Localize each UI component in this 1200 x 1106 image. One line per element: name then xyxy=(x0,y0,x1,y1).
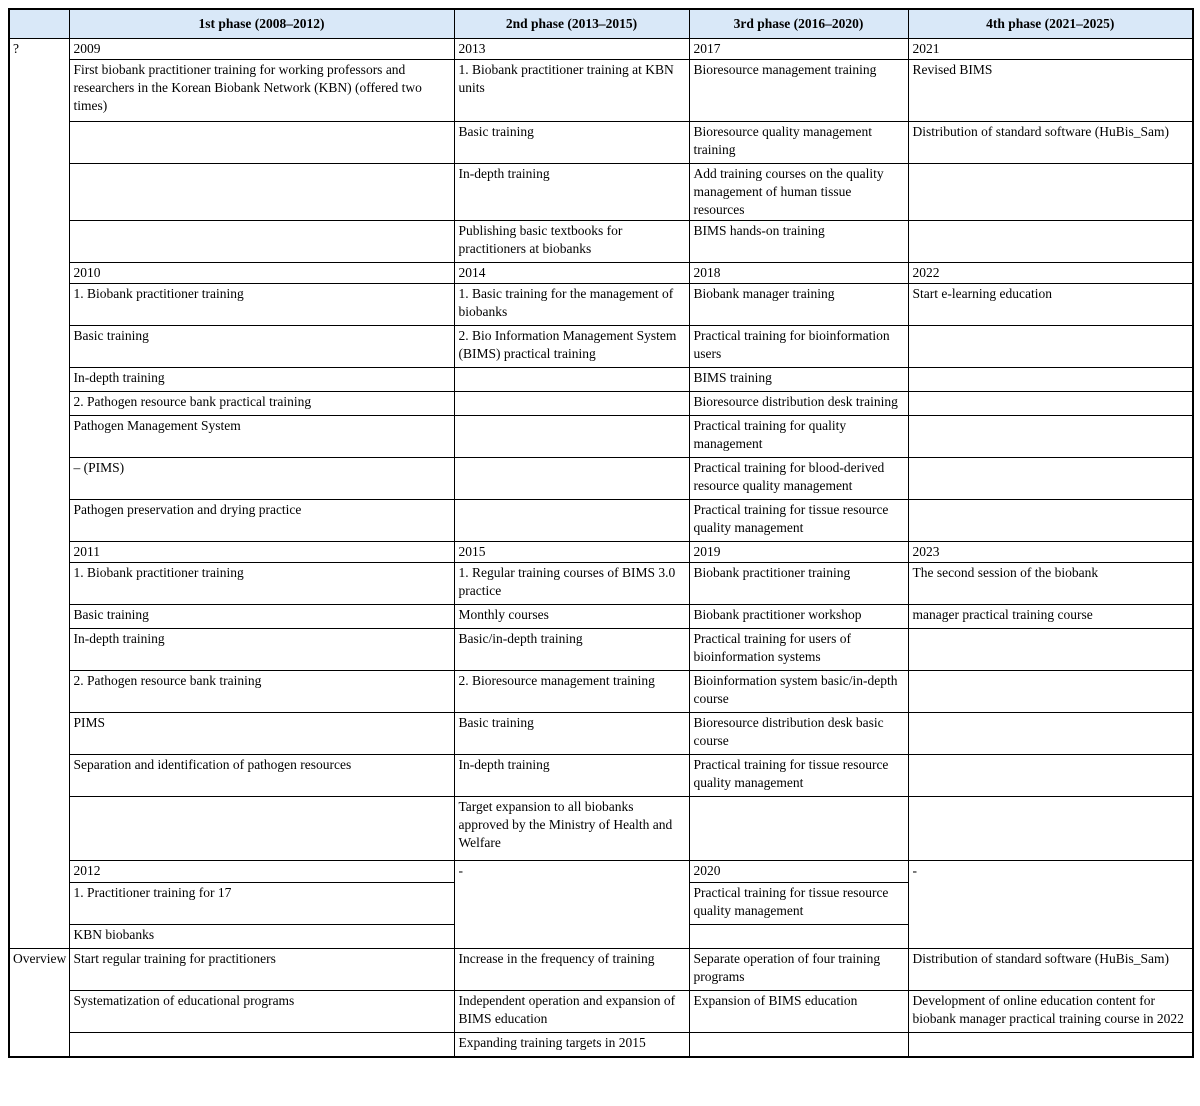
table-row xyxy=(9,392,1193,416)
table-cell: Bioresource management training xyxy=(689,60,908,122)
table-cell: 2009 xyxy=(69,39,454,60)
table-row xyxy=(9,861,1193,883)
table-cell: – (PIMS) xyxy=(69,458,454,500)
table-cell xyxy=(69,164,454,221)
table-cell: Separation and identification of pathogen resources xyxy=(69,755,454,797)
table-cell: Practical training for tissue resource quality management xyxy=(689,755,908,797)
table-row xyxy=(9,263,1193,284)
table-cell: 2. Pathogen resource bank practical training xyxy=(69,392,454,416)
table-cell: Basic training xyxy=(454,122,689,164)
table-cell: Distribution of standard software (HuBis_Sam) xyxy=(908,122,1193,164)
table-cell: 2010 xyxy=(69,263,454,284)
table-row xyxy=(9,326,1193,368)
table-cell: 2018 xyxy=(689,263,908,284)
table-cell: Monthly courses xyxy=(454,605,689,629)
table-cell: Increase in the frequency of training xyxy=(454,949,689,991)
table-row xyxy=(9,755,1193,797)
table-cell: 2. Bioresource management training xyxy=(454,671,689,713)
table-cell: manager practical training course xyxy=(908,605,1193,629)
table-cell xyxy=(454,416,689,458)
table-cell: Biobank practitioner workshop xyxy=(689,605,908,629)
table-cell: 2014 xyxy=(454,263,689,284)
table-cell: Target expansion to all biobanks approved by the Ministry of Health and Welfare xyxy=(454,797,689,861)
table-cell: 2022 xyxy=(908,263,1193,284)
header-corner-cell xyxy=(9,9,69,39)
table-cell: 1. Biobank practitioner training xyxy=(69,284,454,326)
table-cell: 2. Bio Information Management System (BIMS) practical training xyxy=(454,326,689,368)
header-phase-4: 4th phase (2021–2025) xyxy=(908,9,1193,39)
table-row xyxy=(9,164,1193,221)
table-row xyxy=(9,1033,1193,1057)
table-cell: Practical training for bioinformation users xyxy=(689,326,908,368)
table-row xyxy=(9,629,1193,671)
table-cell xyxy=(69,797,454,861)
table-cell: - xyxy=(454,861,689,949)
table-row xyxy=(9,563,1193,605)
row-group-label-overview: Overview xyxy=(9,949,69,1057)
table-cell xyxy=(908,629,1193,671)
table-cell xyxy=(69,1033,454,1057)
table-cell: Practical training for tissue resource quality management xyxy=(689,883,908,925)
table-cell: The second session of the biobank xyxy=(908,563,1193,605)
table-cell: Practical training for users of bioinformation systems xyxy=(689,629,908,671)
table-cell: BIMS hands-on training xyxy=(689,221,908,263)
table-cell: Basic training xyxy=(69,326,454,368)
table-cell: PIMS xyxy=(69,713,454,755)
table-row xyxy=(9,949,1193,991)
table-cell: Bioresource distribution desk training xyxy=(689,392,908,416)
table-cell: Development of online education content for biobank manager practical training course in 2022 xyxy=(908,991,1193,1033)
table-row xyxy=(9,416,1193,458)
header-phase-2: 2nd phase (2013–2015) xyxy=(454,9,689,39)
table-cell: Pathogen Management System xyxy=(69,416,454,458)
table-cell xyxy=(69,221,454,263)
table-row xyxy=(9,991,1193,1033)
table-cell: Independent operation and expansion of BIMS education xyxy=(454,991,689,1033)
table-cell xyxy=(908,797,1193,861)
table-cell xyxy=(689,797,908,861)
table-cell xyxy=(908,164,1193,221)
table-cell: KBN biobanks xyxy=(69,925,454,949)
table-row xyxy=(9,60,1193,122)
table-cell: Basic training xyxy=(69,605,454,629)
table-cell: 2013 xyxy=(454,39,689,60)
table-cell xyxy=(908,671,1193,713)
table-cell xyxy=(454,368,689,392)
table-cell xyxy=(454,500,689,542)
table-cell: Distribution of standard software (HuBis_Sam) xyxy=(908,949,1193,991)
table-cell xyxy=(689,925,908,949)
table-body xyxy=(9,39,1193,1057)
table-cell: 2020 xyxy=(689,861,908,883)
table-cell: Separate operation of four training programs xyxy=(689,949,908,991)
table-cell: Biobank practitioner training xyxy=(689,563,908,605)
table-cell: BIMS training xyxy=(689,368,908,392)
table-row xyxy=(9,713,1193,755)
table-cell: In-depth training xyxy=(69,629,454,671)
table-cell: Basic training xyxy=(454,713,689,755)
table-cell xyxy=(908,458,1193,500)
table-cell: 1. Basic training for the management of biobanks xyxy=(454,284,689,326)
table-row xyxy=(9,797,1193,861)
table-cell: 1. Biobank practitioner training xyxy=(69,563,454,605)
header-phase-3: 3rd phase (2016–2020) xyxy=(689,9,908,39)
table-row xyxy=(9,221,1193,263)
table-cell: First biobank practitioner training for working professors and researchers in the Korean Biobank Network (KBN) (offered two times) xyxy=(69,60,454,122)
table-cell xyxy=(908,500,1193,542)
table-cell: Practical training for quality management xyxy=(689,416,908,458)
table-cell: 2011 xyxy=(69,542,454,563)
table-cell: 2. Pathogen resource bank training xyxy=(69,671,454,713)
table-cell xyxy=(69,122,454,164)
table-cell: 2017 xyxy=(689,39,908,60)
table-cell: Start e-learning education xyxy=(908,284,1193,326)
table-cell xyxy=(908,713,1193,755)
table-cell: 1. Practitioner training for 17 xyxy=(69,883,454,925)
table-cell xyxy=(908,368,1193,392)
table-cell: - xyxy=(908,861,1193,949)
table-row xyxy=(9,284,1193,326)
table-cell: Start regular training for practitioners xyxy=(69,949,454,991)
table-header xyxy=(9,9,1193,39)
table-cell: 2023 xyxy=(908,542,1193,563)
table-cell: Revised BIMS xyxy=(908,60,1193,122)
phase-table xyxy=(8,8,1194,1058)
table-cell: In-depth training xyxy=(69,368,454,392)
header-row xyxy=(9,9,1193,39)
table-cell xyxy=(908,221,1193,263)
table-cell: Bioresource quality management training xyxy=(689,122,908,164)
table-cell xyxy=(908,416,1193,458)
table-cell: Basic/in-depth training xyxy=(454,629,689,671)
table-cell: In-depth training xyxy=(454,164,689,221)
table-cell xyxy=(454,392,689,416)
table-cell: Systematization of educational programs xyxy=(69,991,454,1033)
table-cell: 1. Regular training courses of BIMS 3.0 practice xyxy=(454,563,689,605)
table-cell: 2015 xyxy=(454,542,689,563)
table-row xyxy=(9,500,1193,542)
table-cell: In-depth training xyxy=(454,755,689,797)
table-cell: 2019 xyxy=(689,542,908,563)
table-cell xyxy=(689,1033,908,1057)
table-cell: Expansion of BIMS education xyxy=(689,991,908,1033)
table-row xyxy=(9,368,1193,392)
table-cell: 2021 xyxy=(908,39,1193,60)
table-cell xyxy=(454,458,689,500)
table-cell: Biobank manager training xyxy=(689,284,908,326)
header-phase-1: 1st phase (2008–2012) xyxy=(69,9,454,39)
table-cell: Add training courses on the quality management of human tissue resources xyxy=(689,164,908,221)
table-row xyxy=(9,542,1193,563)
table-row xyxy=(9,671,1193,713)
row-group-label-question: ? xyxy=(9,39,69,949)
table-cell xyxy=(908,755,1193,797)
table-cell: Practical training for tissue resource quality management xyxy=(689,500,908,542)
table-cell: Bioresource distribution desk basic course xyxy=(689,713,908,755)
table-row xyxy=(9,458,1193,500)
table-cell: Publishing basic textbooks for practitioners at biobanks xyxy=(454,221,689,263)
table-cell: Expanding training targets in 2015 xyxy=(454,1033,689,1057)
table-row xyxy=(9,122,1193,164)
table-cell: 2012 xyxy=(69,861,454,883)
table-cell: Practical training for blood-derived resource quality management xyxy=(689,458,908,500)
table-cell: Bioinformation system basic/in-depth course xyxy=(689,671,908,713)
table-cell xyxy=(908,392,1193,416)
table-cell: Pathogen preservation and drying practice xyxy=(69,500,454,542)
table-row xyxy=(9,39,1193,60)
table-cell xyxy=(908,326,1193,368)
table-row xyxy=(9,605,1193,629)
table-cell: 1. Biobank practitioner training at KBN units xyxy=(454,60,689,122)
table-cell xyxy=(908,1033,1193,1057)
